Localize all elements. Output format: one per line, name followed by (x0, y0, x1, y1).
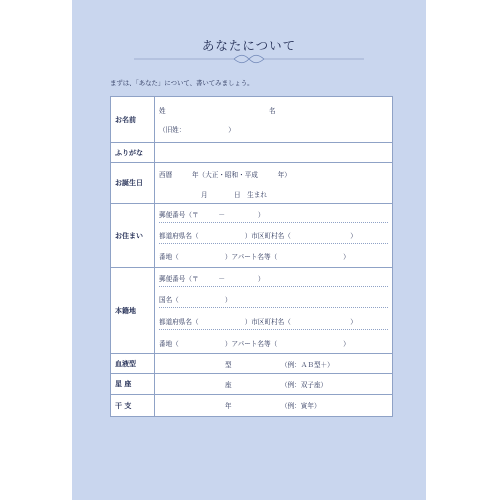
row-honseki (111, 268, 393, 354)
address-dotline-2 (159, 243, 388, 244)
honseki-dotline-3 (159, 329, 388, 330)
label-address: お住まい (111, 204, 155, 268)
intro-text: まずは、「あなた」について、書いてみましょう。 (110, 79, 254, 87)
honseki-country: 国名（ ） (159, 296, 232, 304)
honseki-pref-city: 都道府県名（ ）市区町村名（ ） (159, 318, 357, 326)
row-name (111, 97, 393, 143)
form-sheet (72, 0, 426, 500)
blood-example: （例：ＡＢ型＋） (281, 361, 334, 369)
birthday-year-line: 西暦 年（大正・昭和・平成 年） (159, 171, 291, 179)
field-blood[interactable] (155, 354, 393, 374)
row-seiza (111, 374, 393, 395)
field-name[interactable] (155, 97, 393, 143)
eto-example: （例：寅年） (281, 402, 321, 410)
sei-label: 姓 (159, 107, 166, 115)
label-honseki: 本籍地 (111, 268, 155, 354)
profile-form-table (110, 96, 393, 417)
label-birthday: お誕生日 (111, 163, 155, 204)
mei-label: 名 (269, 107, 276, 115)
honseki-postal: 郵便番号（〒 － ） (159, 275, 265, 283)
honseki-dotline-2 (159, 307, 388, 308)
field-eto[interactable] (155, 395, 393, 417)
label-eto: 干 支 (111, 395, 155, 417)
label-name: お名前 (111, 97, 155, 143)
honseki-dotline-1 (159, 286, 388, 287)
seiza-unit: 座 (225, 381, 232, 389)
row-furigana (111, 143, 393, 163)
row-address (111, 204, 393, 268)
page-title: あなたについて (201, 38, 297, 53)
eto-unit: 年 (225, 402, 232, 410)
label-furigana: ふりがな (111, 143, 155, 163)
field-address[interactable] (155, 204, 393, 268)
field-furigana[interactable] (155, 143, 393, 163)
field-seiza[interactable] (155, 374, 393, 395)
address-dotline-1 (159, 222, 388, 223)
title-flourish-ornament (134, 54, 364, 64)
birthday-date-line: 月 日 生まれ (201, 191, 267, 199)
label-blood: 血液型 (111, 354, 155, 374)
row-blood (111, 354, 393, 374)
address-pref-city: 都道府県名（ ）市区町村名（ ） (159, 232, 357, 240)
kyusei-label: （旧姓： ） (159, 126, 235, 134)
honseki-banchi: 番地（ ）アパート名等（ ） (159, 340, 350, 348)
address-postal: 郵便番号（〒 － ） (159, 211, 265, 219)
row-eto (111, 395, 393, 417)
blood-unit: 型 (225, 361, 232, 369)
row-birthday (111, 163, 393, 204)
seiza-example: （例：双子座） (281, 381, 328, 389)
field-birthday[interactable] (155, 163, 393, 204)
field-honseki[interactable] (155, 268, 393, 354)
label-seiza: 星 座 (111, 374, 155, 395)
address-banchi: 番地（ ）アパート名等（ ） (159, 253, 350, 261)
